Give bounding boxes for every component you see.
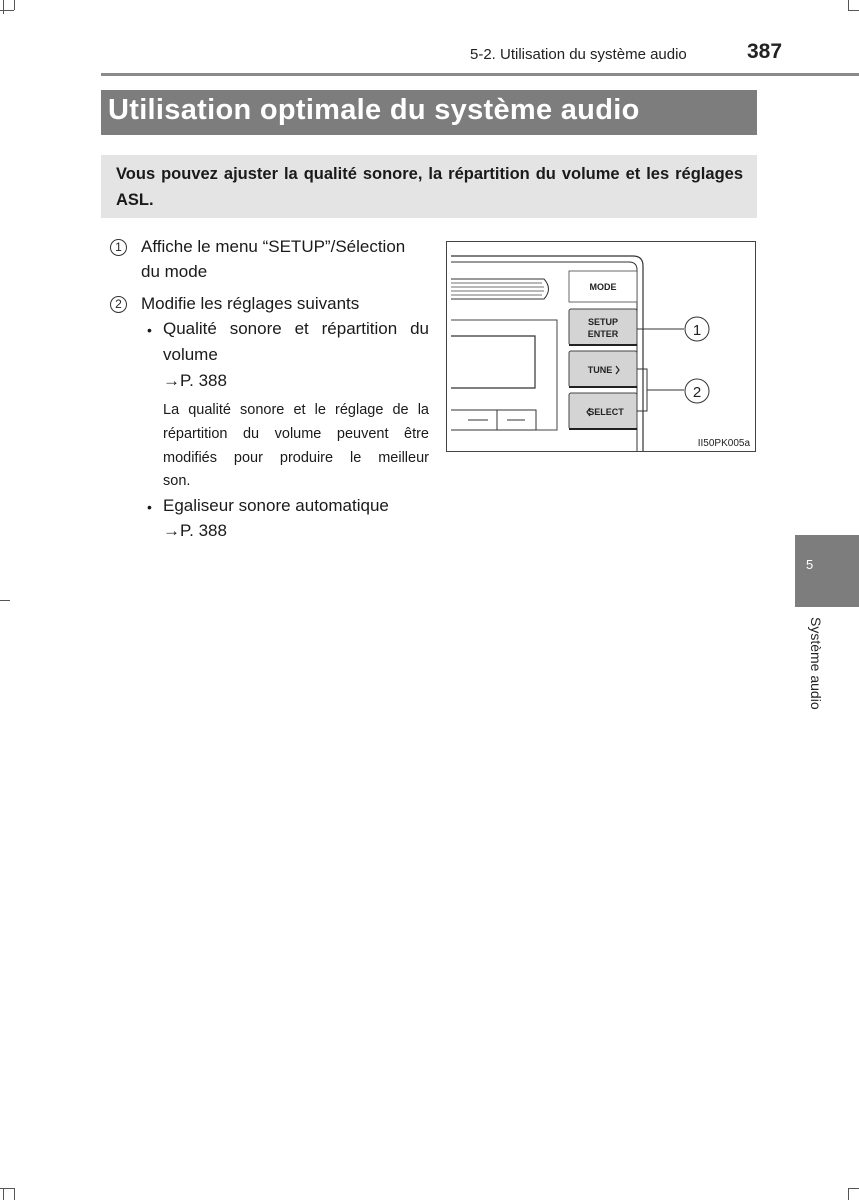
crop-mark xyxy=(848,1188,859,1189)
page-reference[interactable]: P. 388 xyxy=(180,371,227,390)
crop-mark xyxy=(14,0,15,10)
crop-mark xyxy=(848,0,849,10)
note-line: répartition du volume peuvent être xyxy=(163,426,429,442)
crop-mark xyxy=(14,1188,15,1200)
title-bar xyxy=(101,90,757,135)
crop-mark xyxy=(0,10,14,11)
mode-button-label: MODE xyxy=(589,282,617,292)
chapter-number: 5 xyxy=(806,557,814,572)
callout-number-2: 2 xyxy=(692,384,702,401)
chapter-tab[interactable] xyxy=(795,535,859,607)
tune-button-label: TUNE xyxy=(587,365,613,375)
bullet-1-line2: volume xyxy=(163,345,218,364)
note-line: La qualité sonore et le réglage de la xyxy=(163,402,429,418)
bullet-symbol: • xyxy=(147,322,152,338)
callout-number-1: 1 xyxy=(692,322,702,339)
page-title: Utilisation optimale du système audio xyxy=(108,94,640,126)
setup-enter-button xyxy=(569,309,637,345)
page-reference[interactable]: P. 388 xyxy=(180,521,227,540)
step-number-1: 1 xyxy=(110,239,127,256)
crop-mark xyxy=(0,600,10,601)
arrow-icon: → xyxy=(163,521,180,540)
figure-code: II50PK005a xyxy=(697,438,750,449)
display-screen xyxy=(451,336,535,388)
intro-text: Vous pouvez ajuster la qualité sonore, la répartition du volume et les réglages ASL. xyxy=(116,165,743,209)
crop-mark xyxy=(3,0,4,14)
bullet-symbol: • xyxy=(147,499,152,515)
cd-slot xyxy=(451,279,549,299)
select-button-label: SELECT xyxy=(588,407,624,417)
step-1-text-line2: du mode xyxy=(141,262,208,281)
bullet-2-line1: Egaliseur sonore automatique xyxy=(163,496,389,515)
callout-bracket-2 xyxy=(637,369,647,411)
page-number: 387 xyxy=(747,40,783,63)
step-1-text-line1: Affiche le menu “SETUP”/Sélection xyxy=(141,237,406,256)
step-2-text: Modifie les réglages suivants xyxy=(141,294,360,313)
bullet-1-line1: Qualité sonore et répartition du xyxy=(163,319,429,338)
crop-mark xyxy=(3,1188,4,1200)
step-number-2: 2 xyxy=(110,296,127,313)
header-rule xyxy=(101,73,859,76)
audio-panel-figure xyxy=(446,241,756,452)
note-line: son. xyxy=(163,473,191,489)
crop-mark xyxy=(0,1188,14,1189)
crop-mark xyxy=(848,1188,849,1200)
bullet-1-reference xyxy=(163,371,227,391)
audio-panel-illustration xyxy=(447,242,756,452)
intro-box xyxy=(101,155,757,218)
cd-slot-line xyxy=(451,283,544,295)
arrow-icon: → xyxy=(163,371,180,390)
crop-mark xyxy=(848,10,859,11)
bullet-2-reference xyxy=(163,521,227,541)
running-header-section: 5-2. Utilisation du système audio xyxy=(470,46,687,63)
enter-button-label: ENTER xyxy=(587,329,619,339)
chapter-label: Système audio xyxy=(808,617,824,710)
setup-button-label: SETUP xyxy=(587,317,619,327)
note-line: modifiés pour produire le meilleur xyxy=(163,450,429,466)
